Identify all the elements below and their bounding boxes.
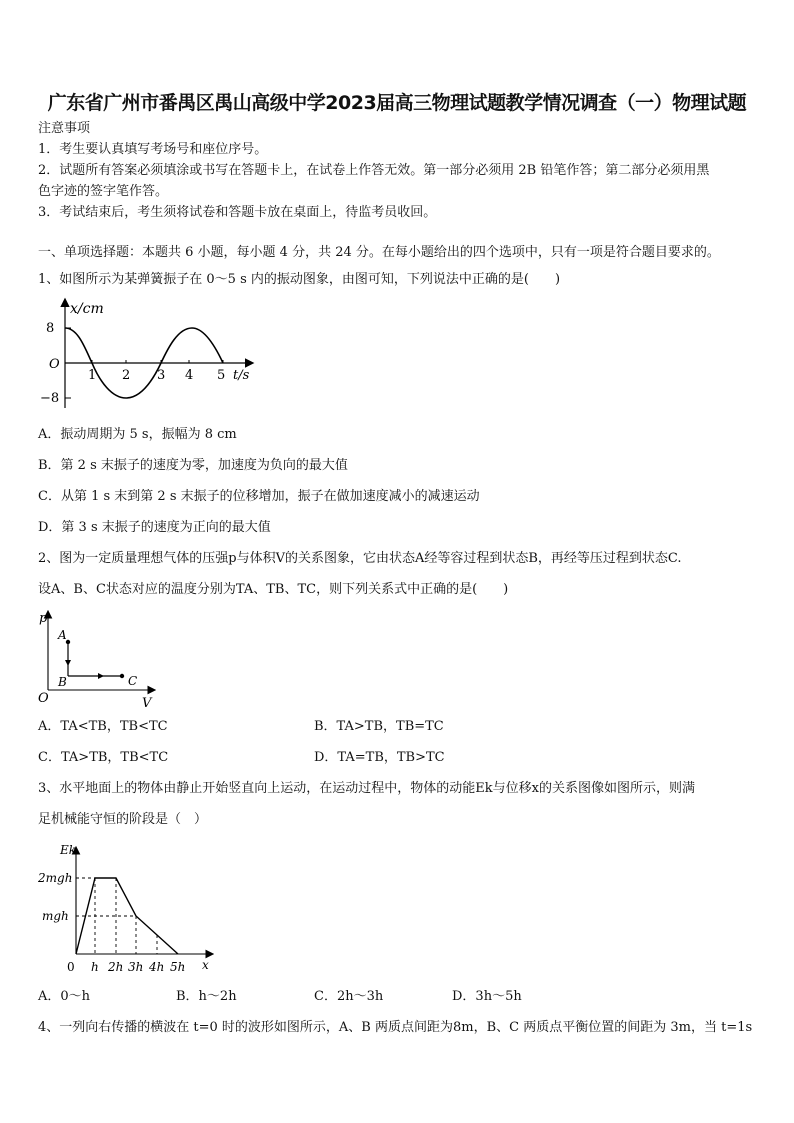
q1-x-axis-label: t/s [233, 368, 250, 383]
q2-option-a: A．TA<TB，TB<TC [38, 719, 168, 734]
q2-stem-line2: 设A、B、C状态对应的温度分别为TA、TB、TC，则下列关系式中正确的是( ) [38, 582, 509, 597]
q3-origin-label: 0 [67, 960, 75, 974]
q2-option-c: C．TA>TB，TB<TC [38, 750, 169, 765]
q1-y-tick-pos: 8 [46, 321, 55, 336]
q3-y-tick-mgh: mgh [42, 909, 69, 923]
q3-ek-graph [36, 840, 226, 978]
q3-x-tick-h: h [91, 960, 99, 974]
page-title: 广东省广州市番禺区禺山高级中学2023届高三物理试题教学情况调查（一）物理试题 [47, 92, 747, 114]
q1-option-d: D．第 3 s 末振子的速度为正向的最大值 [38, 520, 271, 535]
q1-stem: 1、如图所示为某弹簧振子在 0～5 s 内的振动图象，由图可知，下列说法中正确的是( ) [38, 272, 561, 287]
q3-x-tick-3h: 3h [128, 960, 144, 974]
notice-heading: 注意事项 [38, 121, 91, 136]
q2-origin-label: O [38, 691, 49, 706]
q3-stem-line1: 3、水平地面上的物体由静止开始竖直向上运动，在运动过程中，物体的动能Ek与位移x的关系图像如图所示，则满 [38, 781, 695, 796]
q1-option-c: C．从第 1 s 末到第 2 s 末振子的位移增加，振子在做加速度减小的减速运动 [38, 489, 480, 504]
q3-y-tick-2mgh: 2mgh [38, 871, 73, 885]
notice-item-2: 2．试题所有答案必须填涂或书写在答题卡上，在试卷上作答无效。第一部分必须用 2B 铅笔作答；第二部分必须用黑 [38, 163, 710, 178]
q1-option-b: B．第 2 s 末振子的速度为零，加速度为负向的最大值 [38, 458, 348, 473]
q1-y-axis-label: x/cm [70, 301, 104, 317]
q1-origin-label: O [49, 357, 60, 372]
q1-y-tick-neg: −8 [40, 391, 60, 406]
q2-stem-line1: 2、图为一定质量理想气体的压强p与体积V的关系图象，它由状态A经等容过程到状态B，再经等压过程到状态C. [38, 551, 682, 566]
notice-item-3: 3．考试结束后，考生须将试卷和答题卡放在桌面上，待监考员收回。 [38, 205, 437, 220]
q2-label-a: A [58, 628, 67, 642]
q1-x-tick-4: 4 [185, 368, 194, 383]
q3-option-c: C．2h～3h [314, 989, 384, 1004]
notice-item-2-cont: 色字迹的签字笔作答。 [38, 184, 169, 199]
q2-label-c: C [128, 674, 138, 688]
q3-x-tick-4h: 4h [149, 960, 165, 974]
q1-x-tick-1: 1 [88, 368, 97, 383]
q1-x-tick-5: 5 [217, 368, 226, 383]
section-heading: 一、单项选择题：本题共 6 小题，每小题 4 分，共 24 分。在每小题给出的四个选项中，只有一项是符合题目要求的。 [38, 245, 720, 260]
q2-option-d: D．TA=TB，TB>TC [314, 750, 445, 765]
notice-item-1: 1．考生要认真填写考场号和座位序号。 [38, 142, 268, 157]
q3-x-axis-label: x [202, 958, 209, 972]
q3-option-d: D．3h～5h [452, 989, 522, 1004]
q3-y-axis-label: Ek [60, 843, 77, 857]
q2-y-axis-label: p [39, 611, 48, 626]
q2-option-b: B．TA>TB，TB=TC [314, 719, 444, 734]
q3-x-tick-2h: 2h [108, 960, 124, 974]
q2-x-axis-label: V [142, 696, 152, 711]
q3-x-tick-5h: 5h [170, 960, 186, 974]
q2-label-b: B [58, 675, 67, 689]
q1-x-tick-2: 2 [122, 368, 131, 383]
q1-x-tick-3: 3 [157, 368, 166, 383]
q3-option-b: B．h～2h [176, 989, 237, 1004]
q4-stem: 4、一列向右传播的横波在 t=0 时的波形如图所示，A、B 两质点间距为8m，B、C 两质点平衡位置的间距为 3m，当 t=1s [38, 1020, 753, 1035]
q3-option-a: A．0～h [38, 989, 91, 1004]
q2-point-c [120, 674, 124, 678]
q2-pv-graph [36, 606, 166, 712]
q1-option-a: A．振动周期为 5 s，振幅为 8 cm [38, 427, 237, 442]
q1-oscillation-graph [40, 296, 260, 416]
q3-stem-line2: 足机械能守恒的阶段是（ ） [38, 812, 208, 827]
